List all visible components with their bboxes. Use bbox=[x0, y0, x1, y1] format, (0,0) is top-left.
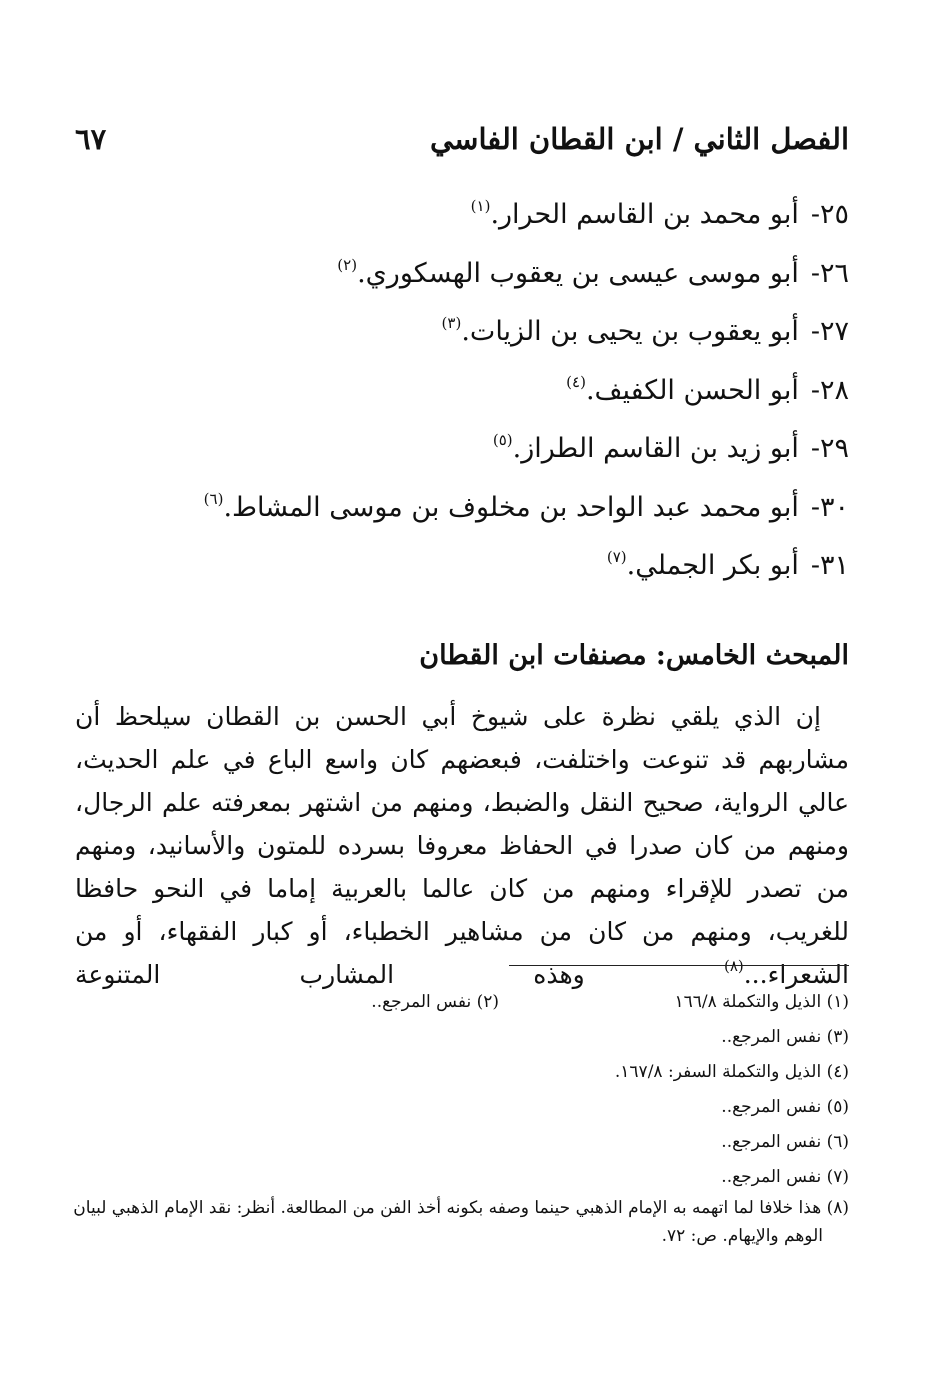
chapter-title: الفصل الثاني / ابن القطان الفاسي bbox=[429, 122, 849, 156]
footnote-7: (٧) نفس المرجع.. bbox=[721, 1167, 849, 1187]
list-item bbox=[75, 307, 849, 366]
document-page bbox=[75, 0, 849, 1391]
list-item bbox=[75, 249, 849, 308]
item-number: ٣١- bbox=[810, 550, 849, 581]
body-paragraph bbox=[75, 695, 849, 996]
footnote-6: (٦) نفس المرجع.. bbox=[721, 1132, 849, 1152]
footnote-4: (٤) الذيل والتكملة السفر: ١٦٧/٨. bbox=[614, 1062, 849, 1082]
footnote-3: (٣) نفس المرجع.. bbox=[721, 1027, 849, 1047]
item-text: أبو يعقوب بن يحيى بن الزيات. bbox=[461, 316, 799, 347]
teachers-list bbox=[75, 190, 849, 600]
item-number: ٢٥- bbox=[810, 199, 849, 230]
page-number: ٦٧ bbox=[75, 122, 107, 156]
footnote-ref: (٤) bbox=[566, 372, 586, 391]
section-heading: المبحث الخامس: مصنفات ابن القطان bbox=[419, 640, 849, 671]
footnote-ref: (٥) bbox=[492, 431, 513, 449]
footnote-ref: (١) bbox=[470, 197, 491, 215]
list-item bbox=[75, 483, 849, 542]
item-number: ٢٦- bbox=[810, 257, 849, 289]
footnote-ref: (٦) bbox=[203, 489, 224, 508]
item-text: أبو بكر الجملي. bbox=[626, 550, 799, 581]
item-number: ٣٠- bbox=[810, 491, 849, 523]
footnote-1: (١) الذيل والتكملة ١٦٦/٨ bbox=[674, 992, 849, 1012]
item-text: أبو زيد بن القاسم الطراز. bbox=[512, 433, 799, 464]
item-text: أبو محمد بن القاسم الحرار. bbox=[490, 199, 799, 230]
footnote-ref: (٨) bbox=[723, 957, 744, 975]
footnote-divider bbox=[509, 965, 849, 966]
item-number: ٢٧- bbox=[810, 316, 849, 347]
list-item bbox=[75, 366, 849, 425]
footnote-ref: (٢) bbox=[337, 255, 358, 274]
footnote-row bbox=[65, 993, 849, 1028]
item-text: أبو موسى عيسى بن يعقوب الهسكوري. bbox=[357, 257, 799, 289]
list-item bbox=[75, 424, 849, 483]
list-item bbox=[75, 190, 849, 249]
footnotes bbox=[65, 993, 849, 1250]
paragraph-text: إن الذي يلقي نظرة على شيوخ أبي الحسن بن القطان سيلحظ أن مشاربهم قد تنوعت واختلفت، فبعضهم كان واسع الباع في علم الحديث، عالي الرواية، صحيح النقل والضبط، ومنهم من اشتهر بمعرفته علم الرجال، ومنهم من كان صدرا في الحفاظ معروفا بسرده للمتون والأسانيد، ومنهم من تصدر للإقراء ومنهم من كان عالما بالعربية إماما في النحو حافظا للغريب، ومنهم من كان من مشاهير الخطباء، أو كبار الفقهاء، أو من الشعراء... bbox=[75, 702, 849, 989]
running-header bbox=[75, 122, 849, 162]
item-text: أبو الحسن الكفيف. bbox=[585, 374, 799, 406]
footnote-2: (٢) نفس المرجع.. bbox=[371, 992, 499, 1012]
footnote-ref: (٣) bbox=[441, 314, 462, 332]
footnote-5: (٥) نفس المرجع.. bbox=[721, 1097, 849, 1117]
item-number: ٢٨- bbox=[810, 374, 849, 406]
footnote-8: (٨) هذا خلافا لما اتهمه به الإمام الذهبي حينما وصفه بكونه أخذ الفن من المطالعة. أنظر: نقد الإمام الذهبي لبيان الوهم والإيهام. ص: ٧٢. bbox=[73, 1198, 849, 1246]
item-number: ٢٩- bbox=[810, 433, 849, 464]
footnote-ref: (٧) bbox=[606, 548, 627, 566]
list-item bbox=[75, 541, 849, 600]
item-text: أبو محمد عبد الواحد بن مخلوف بن موسى المشاط. bbox=[223, 491, 799, 523]
paragraph-text-continued: وهذه المشارب المتنوعة bbox=[75, 960, 724, 989]
